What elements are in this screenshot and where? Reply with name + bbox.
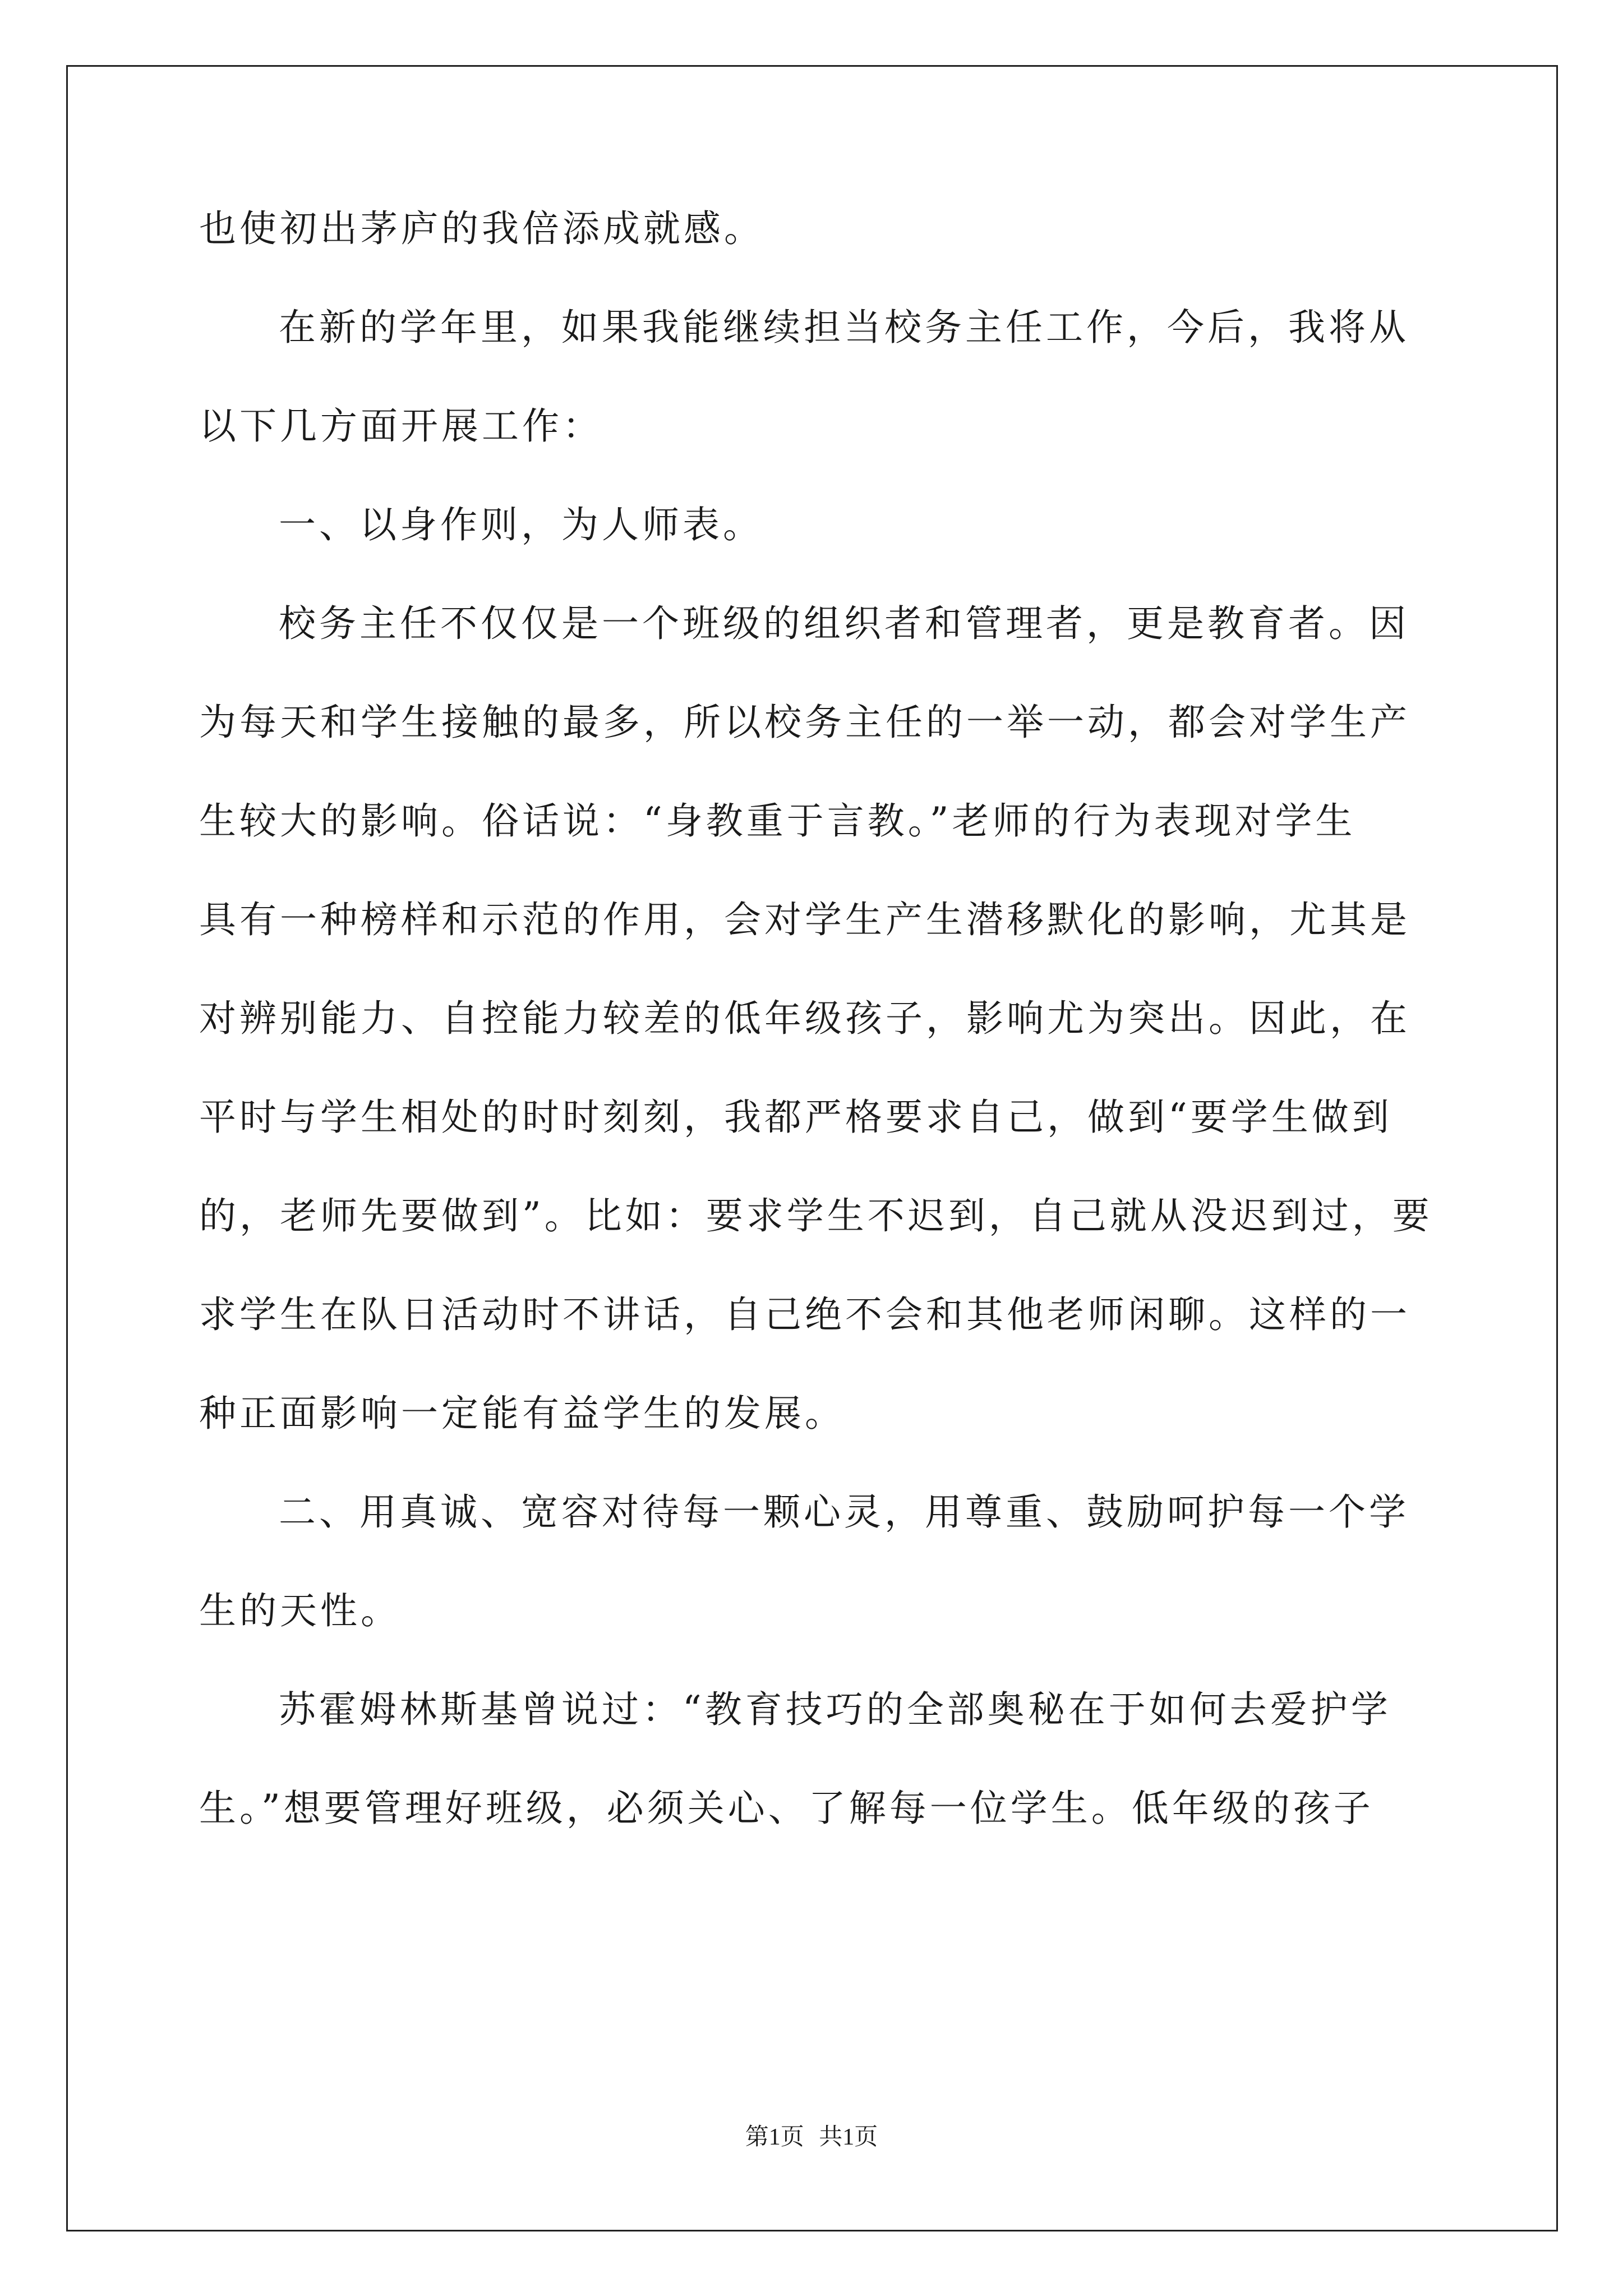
text-line: 为每天和学生接触的最多，所以校务主任的一举一动，都会对学生产 (199, 701, 1410, 744)
text-line: 对辨别能力、自控能力较差的低年级孩子，影响尤为突出。因此，在 (199, 997, 1410, 1040)
page-footer (0, 2120, 1623, 2154)
text-line: 生较大的影响。俗话说：“身教重于言教。”老师的行为表现对学生 (199, 799, 1356, 843)
text-line: 生。”想要管理好班级，必须关心、了解每一位学生。低年级的孩子 (199, 1787, 1374, 1830)
text-line: 苏霍姆林斯基曾说过：“教育技巧的全部奥秘在于如何去爱护学 (279, 1688, 1391, 1731)
text-line: 以下几方面开展工作： (199, 404, 603, 448)
text-line: 求学生在队日活动时不讲话，自己绝不会和其他老师闲聊。这样的一 (199, 1293, 1410, 1336)
text-line: 也使初出茅庐的我倍添成就感。 (199, 207, 764, 250)
page-number: 第1页 (745, 2124, 804, 2150)
text-line: 具有一种榜样和示范的作用，会对学生产生潜移默化的影响，尤其是 (199, 898, 1410, 941)
document-body (199, 202, 1433, 1880)
text-line: 的，老师先要做到”。比如：要求学生不迟到，自己就从没迟到过，要 (199, 1194, 1433, 1237)
text-line: 种正面影响一定能有益学生的发展。 (199, 1392, 845, 1435)
section-heading: 一、以身作则，为人师表。 (279, 503, 763, 546)
text-line: 在新的学年里，如果我能继续担当校务主任工作，今后，我将从 (279, 306, 1409, 349)
text-line: 校务主任不仅仅是一个班级的组织者和管理者，更是教育者。因 (279, 602, 1409, 645)
section-heading: 二、用真诚、宽容对待每一颗心灵，用尊重、鼓励呵护每一个学 (279, 1490, 1409, 1534)
page-total: 共1页 (819, 2124, 878, 2150)
text-line: 生的天性。 (199, 1589, 401, 1632)
text-line: 平时与学生相处的时时刻刻，我都严格要求自己，做到“要学生做到 (199, 1096, 1393, 1139)
